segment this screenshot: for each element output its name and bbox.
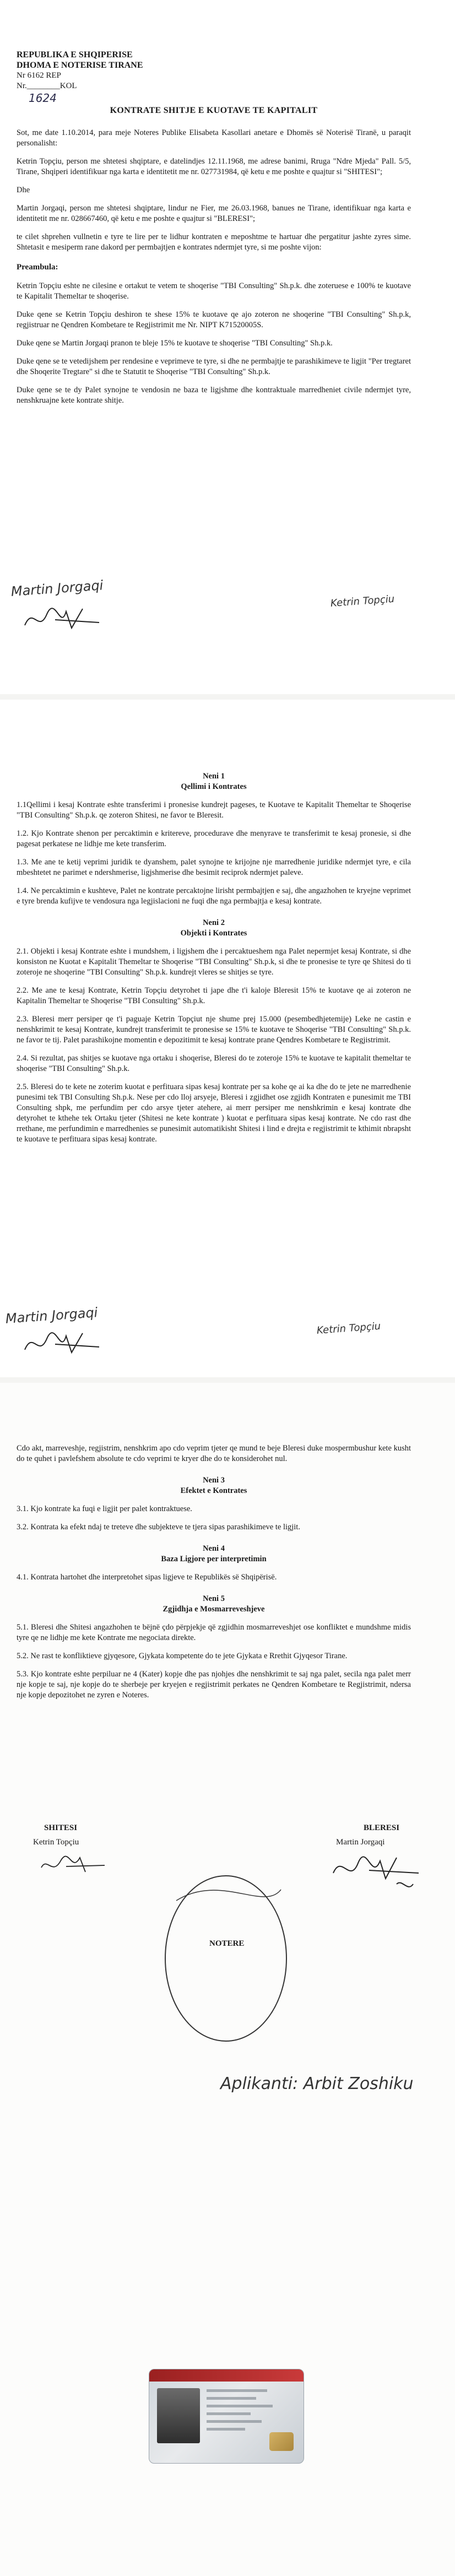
dhe-text: Dhe	[17, 186, 30, 194]
preamble-item-1: Ketrin Topçiu eshte ne cilesine e ortakut te vetem te shoqerise "TBI Consulting" Sh.p.k. dhe zoteruese e 100% te kuotave te Kapitalit Themeltar te shoqerise.	[17, 282, 411, 301]
id-card-header-bar	[149, 2369, 304, 2382]
clause-5-1: 5.1. Bleresi dhe Shitesi angazhohen te bëjnë çdo përpjekje që zgjidhin mosmarreveshjet ose konfliktet e mundshme midis tyre qe ne lidhje me kete Kontrate me negociata direkte.	[17, 1623, 411, 1642]
id-card-text-line	[207, 2389, 267, 2392]
article-4-number: Neni 4	[203, 1544, 225, 1553]
signature-scribble-buyer-page2	[22, 1328, 105, 1361]
preamble-item-5: Duke qene se te dy Palet synojne te vendosin ne baza te ligjshme dhe kontraktuale marredheniet civile ndermjet tyre, nenshkruajne kete kontrate shitje.	[17, 386, 411, 405]
preamble-item-4: Duke qene se te vetedijshem per rendesine e veprimeve te tyre, si dhe ne permbajtje te parashikimeve te ligjit "Per tregtaret dhe Shoqerite Tregtare" si dhe te Statutit te Shoqerise "TBI Consulting" Sh.p.k.	[17, 357, 411, 376]
id-card-image	[149, 2369, 304, 2464]
preamble-heading: Preambula:	[17, 263, 58, 272]
article-4-title: Baza Ligjore per interpretimin	[161, 1555, 267, 1563]
clause-1-1: 1.1Qellimi i kesaj Kontrate eshte transferimi i pronesise kundrejt pageses, te Kuotave te Kapitalit Themeltar te Shoqerise "TBI Consulting" Sh.p.k. qe zoteron Shitesi, ne favor te Bleresit.	[17, 800, 411, 820]
party-seller-paragraph: Ketrin Topçiu, person me shtetesi shqiptare, e datelindjes 12.11.1968, me adrese banimi, Rruga "Ndre Mjeda" Pall. 5/5, Tirane, Shqiperi identifikuar nga karta e identitetit me nr. 027731984, që ketu e me poshte e quajtur si "SHITESI";	[17, 157, 411, 176]
buyer-label: BLERESI	[364, 1823, 400, 1832]
article-3-number: Neni 3	[203, 1476, 225, 1485]
party-buyer-paragraph: Martin Jorgaqi, person me shtetesi shqiptare, lindur ne Fier, me 26.03.1968, banues ne Tirane, identifikuar nga karta e identitetit me nr. 028667460, që ketu e me poshte e quajtur si "BLERESI";	[17, 204, 411, 223]
article-3-heading	[17, 1475, 411, 1496]
intro-paragraph: Sot, me date 1.10.2014, para meje Noteres Publike Elisabeta Kasollari anetare e Dhomës së Noterisë Tiranë, u paraqit personalisht:	[17, 128, 411, 148]
article-1-title: Qellimi i Kontrates	[181, 782, 247, 791]
id-card-text-line	[207, 2428, 245, 2431]
clause-3-2: 3.2. Kontrata ka efekt ndaj te treteve dhe subjekteve te tjera sipas parashikimeve te ligjit.	[17, 1523, 300, 1531]
rep-number: Nr 6162 REP	[17, 71, 61, 80]
article-2-heading	[17, 918, 411, 939]
id-card-text-line	[207, 2412, 251, 2415]
article-5-number: Neni 5	[203, 1594, 225, 1603]
clause-5-2: 5.2. Ne rast te konfliktieve gjyqesore, Gjykata kompetente do te jete Gjykata e Rrethit Gjyqesor Tirane.	[17, 1652, 348, 1660]
article-2-title: Objekti i Kontrates	[180, 929, 247, 938]
clause-5-3: 5.3. Kjo kontrate eshte perpiluar ne 4 (Kater) kopje dhe pas njohjes dhe nenshkrimit te saj nga palet, secila nga palet merr nje kopje te saj, nje kopje do te sherbeje per kryejen e regjistrimit perkates ne Qendren Kombetare te Regjistrimit, ndersa nje kopje depozitohet ne zyren e Noteres.	[17, 1670, 411, 1700]
clause-2-2: 2.2. Me ane te kesaj Kontrate, Ketrin Topçiu detyrohet ti jape dhe t'i kaloje Bleresit 15% te kuotave qe ai zoteron ne Kapitalin Themeltar te Shoqerise "TBI Consulting" Sh.p.k.	[17, 986, 411, 1005]
signature-seller-page2: Ketrin Topçiu	[316, 1320, 381, 1336]
seller-name: Ketrin Topçiu	[33, 1838, 79, 1847]
header-chamber: DHOMA E NOTERISE TIRANE	[17, 61, 143, 70]
declaration-paragraph: te cilet shprehen vullnetin e tyre te lire per te lidhur kontraten e meposhtme te hartuar dhe pergatitur jashte zyres sime. Shtetasit e mesiperm rane dakord per permbajtjen e kontrates ndermjet tyre, si me poshte vijon:	[17, 232, 411, 252]
document-page-1	[0, 0, 455, 694]
signature-buyer-page2: Martin Jorgaqi	[5, 1305, 99, 1327]
article-5-heading	[17, 1594, 411, 1615]
header-republic: REPUBLIKA E SHQIPERISE	[17, 50, 133, 59]
buyer-name: Martin Jorgaqi	[336, 1838, 385, 1847]
handwritten-applicant-note: Aplikanti: Arbit Zoshiku	[220, 2074, 414, 2093]
signature-scribble-buyer	[331, 1851, 424, 1901]
signature-scribble-seller	[39, 1851, 110, 1879]
clause-1-2: 1.2. Kjo Kontrate shenon per percaktimin e kritereve, procedurave dhe menyrave te transferimit te kesaj pronesie, si dhe pagesat perkatese ne lidhje me kete transferim.	[17, 829, 411, 848]
article-2-number: Neni 2	[203, 918, 225, 927]
article-5-title: Zgjidhja e Mosmarreveshjeve	[162, 1605, 265, 1614]
id-card-text-line	[207, 2397, 256, 2400]
id-card-text-line	[207, 2405, 273, 2407]
id-card-text-line	[207, 2420, 262, 2423]
document-page-2	[0, 700, 455, 1377]
clause-3-1: 3.1. Kjo kontrate ka fuqi e ligjit per palet kontraktuese.	[17, 1505, 192, 1513]
notary-stamp-circle	[154, 1868, 297, 2049]
clause-2-5: 2.5. Bleresi do te kete ne zoterim kuotat e perfituara sipas kesaj kontrate per sa kohe qe ai ka dhe do te jete ne marredhenie punesimi tek TBI Consulting Sh.p.k. Nese per cdo lloj arsyeje, Bleresi i zgjidhet ose zgjidh Kontraten e punesimit me TBI Consulting shpk, me perfundim per cdo arsye tjeter atehere, ai merr persiper me nenshkrimin e kesaj kontrate dhe detyrohet te kthehe tek Ortaku tjeter (Shitesi ne kete kontrate ) kuotat e perfituara sipas kesaj kontrate. Ne cdo rast dhe rrethane, me perfundimin e marredhenies se punesimit automatikisht Shitesi i lind e drejta e regjistrimit te kthimit nbrapsht te kuotave te perfituara sipas kesaj kontrate.	[17, 1083, 411, 1144]
signature-seller-page1: Ketrin Topçiu	[330, 593, 395, 609]
kol-number: Nr.________KOL	[17, 82, 77, 90]
article-1-heading	[17, 771, 411, 792]
seller-label: SHITESI	[44, 1823, 78, 1832]
document-page-3	[0, 1383, 455, 2576]
id-card-photo	[157, 2388, 200, 2443]
clause-1-4: 1.4. Ne percaktimin e kushteve, Palet ne kontrate percaktojne lirisht permbajtjen e saj, dhe angazhohen te kryejne veprimet e tyre brenda kufijve te vendosura nga legjislacioni ne fuqi dhe nga permbajtja e kesaj kontrate.	[17, 886, 411, 906]
continuation-paragraph: Cdo akt, marreveshje, regjistrim, nenshkrim apo cdo veprim tjeter qe mund te beje Bleresi duke mospermbushur kete kusht do te quhet i pavlefshem absolute te cdo veprimi te kryer dhe do te konsiderohet nul.	[17, 1444, 411, 1463]
notary-label: NOTERE	[209, 1939, 245, 1948]
clause-1-3: 1.3. Me ane te ketij veprimi juridik te dyanshem, palet synojne te krijojne nje marredhenie juridike ndermjet tyre, e cila mbeshtetet ne parimet e ndershmerise, ligjshmerise dhe besimit reciprok ndermjet paleve.	[17, 858, 411, 877]
signature-scribble-buyer-page1	[22, 603, 105, 636]
handwritten-number: 1624	[29, 91, 57, 105]
clause-2-1: 2.1. Objekti i kesaj Kontrate eshte i mundshem, i ligjshem dhe i percaktueshem nga Palet nepermjet kesaj Kontrate, si dhe konsiston ne Kuotat e Kapitalit Themeltar te Shoqerise "TBI Consulting" Sh.p.k, si dhe te pronesise te tyre qe Shitesi do ti zoteroje ne shoqerine "TBI Consulting" Sh.p.k. kundrejt vleres se shitjes se tyre.	[17, 947, 411, 977]
article-1-number: Neni 1	[203, 772, 225, 781]
preamble-item-3: Duke qene se Martin Jorgaqi pranon te bleje 15% te kuotave te shoqerise "TBI Consulting" Sh.p.k.	[17, 339, 333, 348]
clause-4-1: 4.1. Kontrata hartohet dhe interpretohet sipas ligjeve te Republikës së Shqipërisë.	[17, 1573, 277, 1582]
signature-buyer-page1: Martin Jorgaqi	[10, 577, 104, 599]
clause-2-4: 2.4. Si rezultat, pas shitjes se kuotave nga ortaku i shoqerise, Bleresi do te zoteroje 15% te kuotave te kapitalit themeltar te shoqerise "TBI Consulting" Sh.p.k.	[17, 1054, 411, 1073]
preamble-item-2: Duke qene se Ketrin Topçiu deshiron te shese 15% te kuotave qe ajo zoteron ne shoqerine "TBI Consulting" Sh.p.k, regjistruar ne Qendren Kombetare te Regjistrimit me Nr. NIPT K71520005S.	[17, 310, 411, 329]
clause-2-3: 2.3. Bleresi merr persiper qe t'i paguaje Ketrin Topçiut nje shume prej 15.000 (pesembedhjetemije) Leke ne castin e nenshkrimit te kesaj Kontrate, kundrejt transferimit te pronesise se 15% te kuotave te Shoqerise "TBI Consulting" Sh.p.k. ne favor te tij. Palet parashikojne momentin e depozitimit te kesaj kontrate prane Qendres Kombetare te Regjistrimit.	[17, 1015, 411, 1045]
article-3-title: Efektet e Kontrates	[180, 1486, 247, 1495]
id-card-chip	[269, 2432, 294, 2451]
contract-title: KONTRATE SHITJE E KUOTAVE TE KAPITALIT	[110, 106, 318, 115]
article-4-heading	[17, 1544, 411, 1565]
